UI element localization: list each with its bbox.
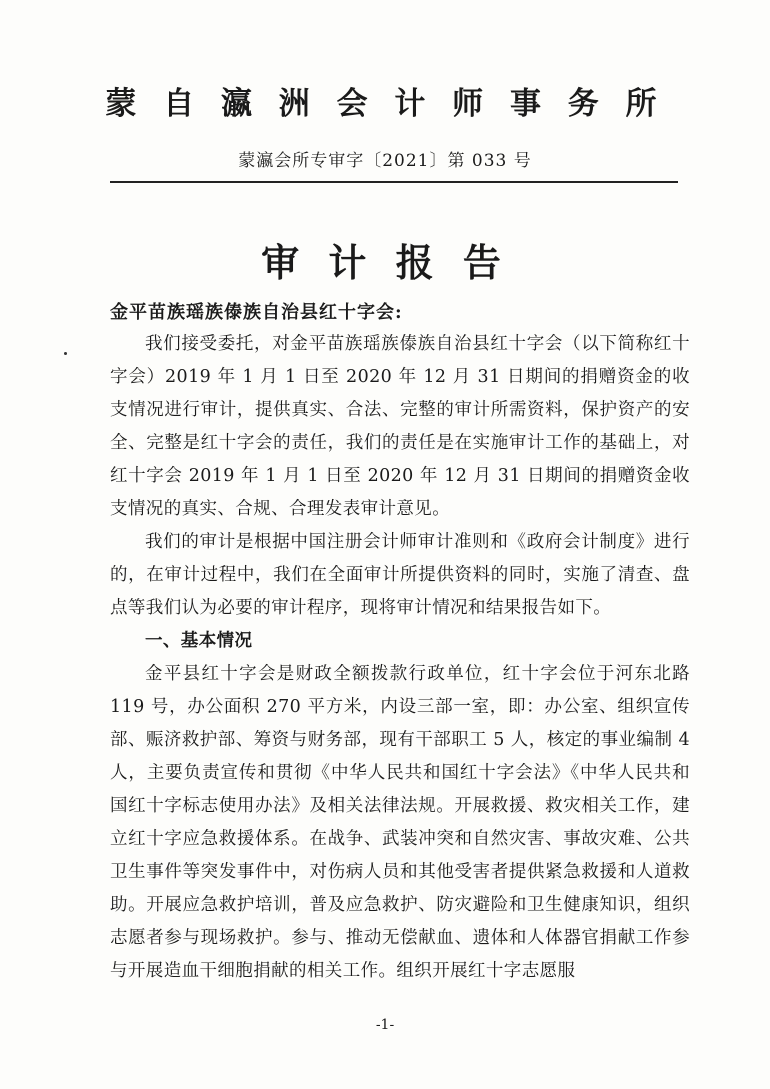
paragraph-basis: 我们的审计是根据中国注册会计师审计准则和《政府会计制度》进行的，在审计过程中，我们在全面审计所提供资料的同时，实施了清查、盘点等我们认为必要的审计程序，现将审计情况和结果报告如下。 bbox=[110, 532, 690, 618]
scan-speck bbox=[64, 352, 67, 355]
report-body bbox=[110, 328, 690, 988]
header-divider bbox=[110, 181, 678, 183]
page-number: -1- bbox=[375, 1017, 395, 1033]
document-number: 蒙瀛会所专审字〔2021〕第 033 号 bbox=[238, 151, 532, 171]
paragraph-basic-info: 金平县红十字会是财政全额拨款行政单位，红十字会位于河东北路 119 号，办公面积 270 平方米，内设三部一室，即：办公室、组织宣传部、赈济救护部、筹资与财务部，现有干部职工 5 人，核定的事业编制 4 人，主要负责宣传和贯彻《中华人民共和国红十字会法》《中华人民共和国红十字标志使用办法》及相关法律法规。开展救援、救灾相关工作，建立红十字应急救援体系。在战争、武装冲突和自然灾害、事故灾难、公共卫生事件等突发事件中，对伤病人员和其他受害者提供紧急救援和人道救助。开展应急救护培训，普及应急救护、防灾避险和卫生健康知识，组织志愿者参与现场救护。参与、推动无偿献血、遗体和人体器官捐献工作参与开展造血干细胞捐献的相关工作。组织开展红十字志愿服 bbox=[110, 664, 690, 981]
firm-name: 蒙 自 瀛 洲 会 计 师 事 务 所 bbox=[105, 86, 665, 122]
paragraph-engagement: 我们接受委托，对金平苗族瑶族傣族自治县红十字会（以下简称红十字会）2019 年 1 月 1 日至 2020 年 12 月 31 日期间的捐赠资金的收支情况进行审计，提供真实、合法、完整的审计所需资料，保护资产的安全、完整是红十字会的责任，我们的责任是在实施审计工作的基础上，对红十字会 2019 年 1 月 1 日至 2020 年 12 月 31 日期间的捐赠资金收支情况的真实、合规、合理发表审计意见。 bbox=[110, 334, 690, 519]
report-title: 审 计 报 告 bbox=[261, 240, 509, 285]
addressee: 金平苗族瑶族傣族自治县红十字会: bbox=[110, 302, 403, 323]
section-heading-basic-info: 一、基本情况 bbox=[145, 631, 253, 651]
